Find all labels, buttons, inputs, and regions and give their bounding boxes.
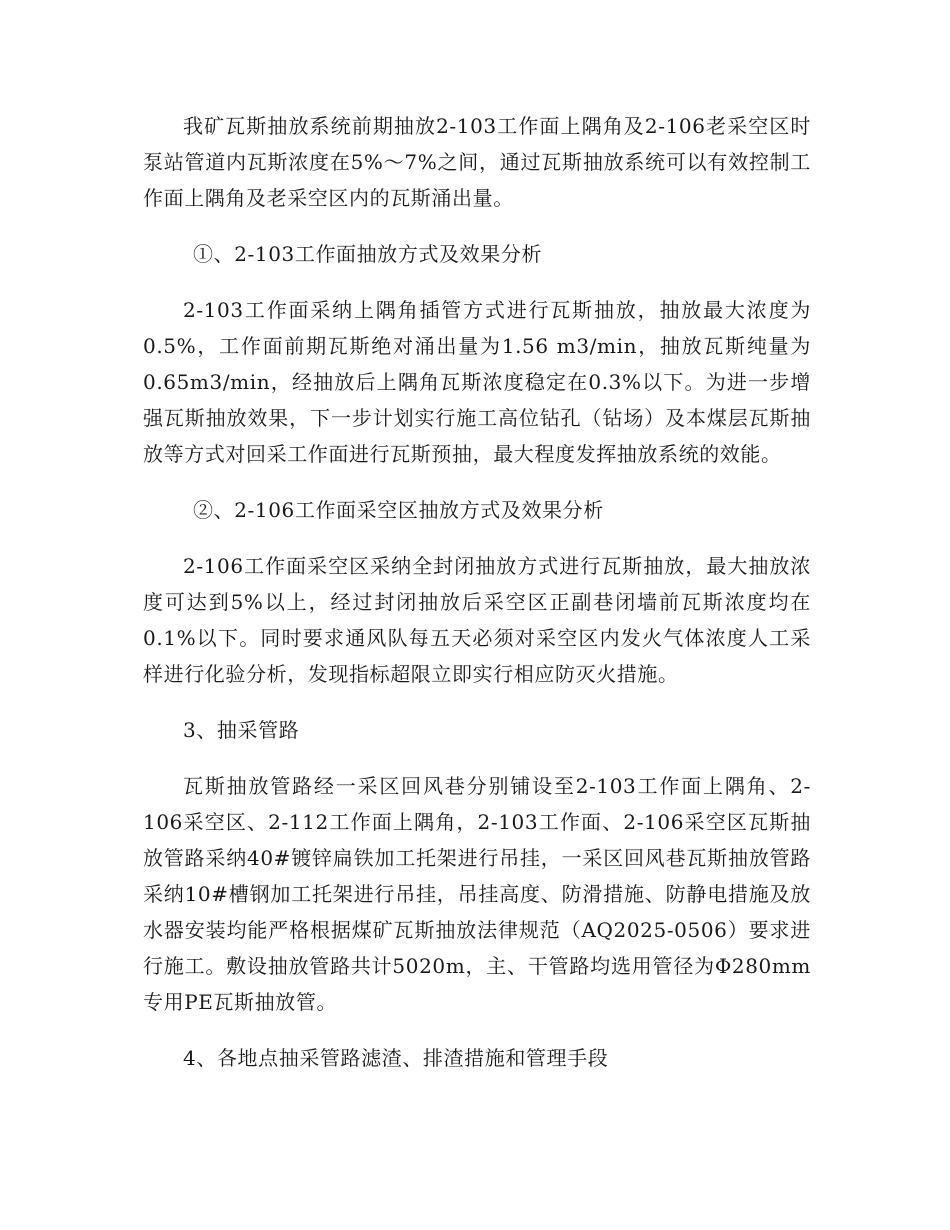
heading-slag-measures: 4、各地点抽采管路滤渣、排渣措施和管理手段 [183, 1046, 609, 1070]
document-body [143, 108, 811, 1096]
heading-pipeline: 3、抽采管路 [183, 718, 300, 742]
paragraph-2-106-analysis: 2-106工作面采空区采纳全封闭抽放方式进行瓦斯抽放，最大抽放浓度可达到5%以上，经过封闭抽放后采空区正副巷闭墙前瓦斯浓度均在0.1%以下。同时要求通风队每五天必须对采空区内发火气体浓度人工采样进行化验分析，发现指标超限立即实行相应防灭火措施。 [143, 554, 811, 686]
paragraph-intro: 我矿瓦斯抽放系统前期抽放2-103工作面上隅角及2-106老采空区时泵站管道内瓦斯浓度在5%～7%之间，通过瓦斯抽放系统可以有效控制工作面上隅角及老采空区内的瓦斯涌出量。 [143, 114, 811, 210]
heading-2-103-analysis: ①、2-103工作面抽放方式及效果分析 [193, 242, 543, 266]
paragraph-pipeline: 瓦斯抽放管路经一采区回风巷分别铺设至2-103工作面上隅角、2-106采空区、2-112工作面上隅角，2-103工作面、2-106采空区瓦斯抽放管路采纳40#镀锌扁铁加工托架进行吊挂，一采区回风巷瓦斯抽放管路采纳10#槽钢加工托架进行吊挂，吊挂高度、防滑措施、防静电措施及放水器安装均能严格根据煤矿瓦斯抽放法律规范（AQ2025-0506）要求进行施工。敷设抽放管路共计5020m，主、干管路均选用管径为Φ280mm专用PE瓦斯抽放管。 [143, 774, 811, 1014]
heading-2-106-analysis: ②、2-106工作面采空区抽放方式及效果分析 [193, 498, 604, 522]
paragraph-2-103-analysis: 2-103工作面采纳上隅角插管方式进行瓦斯抽放，抽放最大浓度为0.5%，工作面前期瓦斯绝对涌出量为1.56 m3/min，抽放瓦斯纯量为0.65m3/min，经抽放后上隅角瓦斯浓度稳定在0.3%以下。为进一步增强瓦斯抽放效果，下一步计划实行施工高位钻孔（钻场）及本煤层瓦斯抽放等方式对回采工作面进行瓦斯预抽，最大程度发挥抽放系统的效能。 [143, 298, 811, 466]
